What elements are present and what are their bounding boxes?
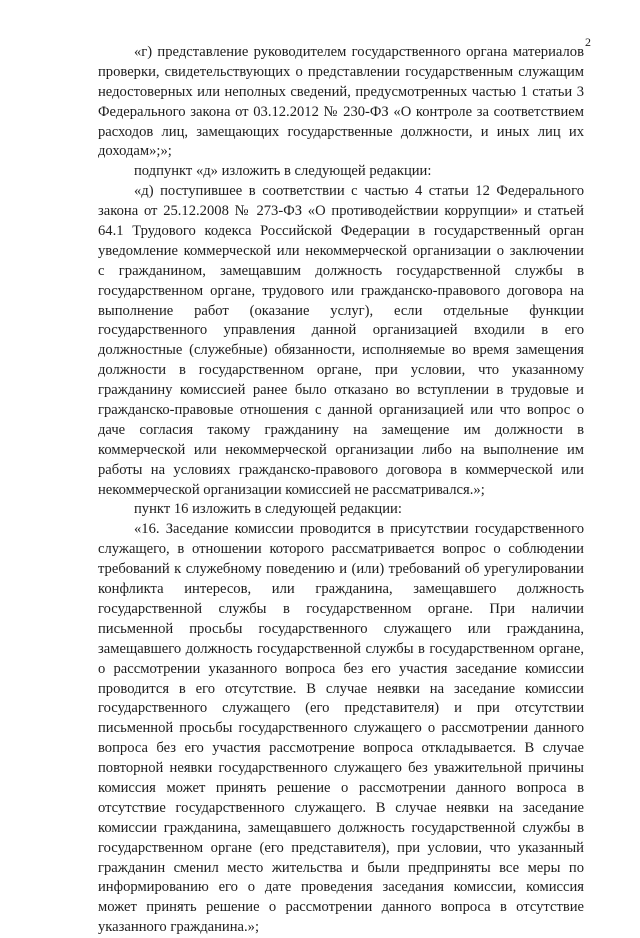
text-line: может принять решение о рассмотрении данного вопроса в отсутствие xyxy=(98,899,584,916)
text-line: гражданину комиссией ранее было отказано во вступлении в трудовые и xyxy=(98,382,584,399)
text-line: подпункт «д» изложить в следующей редакции: xyxy=(134,163,432,180)
paragraph xyxy=(98,162,584,182)
text-line: информированию его о дате проведения заседания комиссии, комиссия xyxy=(98,879,584,896)
paragraph xyxy=(98,43,584,162)
text-line: должности в государственном органе, при условии, что указанному xyxy=(98,362,584,379)
page-number: 2 xyxy=(585,35,591,49)
text-line: письменной просьбы государственного служащего или гражданина, xyxy=(98,620,584,637)
text-line: коммерческой или некоммерческой организации либо на выполнение им xyxy=(98,441,584,458)
text-line: некоммерческой организации комиссией не рассматривался.»; xyxy=(98,481,485,498)
text-line: комиссии гражданина, замещавшего должность государственной службы в xyxy=(98,819,584,836)
text-line: повторной неявки государственного служащего без уважительной причины xyxy=(98,760,584,777)
text-line: расходов лиц, замещающих государственные должности, и иных лиц их xyxy=(98,123,584,140)
text-line: Федерального закона от 03.12.2012 № 230-ФЗ «О контроле за соответствием xyxy=(98,103,584,120)
text-line: недостоверных или неполных сведений, предусмотренных частью 1 статьи 3 xyxy=(98,83,584,100)
text-line: с гражданином, замещавшим должность государственной службы в xyxy=(98,262,584,279)
text-line: закона от 25.12.2008 № 273-ФЗ «О противодействии коррупции» и статьей xyxy=(98,203,584,220)
text-line: работы на условиях гражданско-правового договора в коммерческой или xyxy=(98,461,584,478)
text-line: государственном органе (его представителя), при условии, что указанный xyxy=(98,839,584,856)
text-line: указанного гражданина.»; xyxy=(98,919,260,936)
text-line: о рассмотрении указанного вопроса без его участия заседание комиссии xyxy=(98,660,584,677)
text-line: проводится в его отсутствие. В случае неявки на заседание комиссии xyxy=(98,680,584,697)
text-line: государственном органе, трудового или гражданско-правового договора на xyxy=(98,282,584,299)
text-line: выполнение работ (оказание услуг), если отдельные функции xyxy=(98,302,584,319)
text-line: «г) представление руководителем государственного органа материалов xyxy=(134,44,584,60)
text-line: гражданин сменил место жительства и были предприняты все меры по xyxy=(98,859,584,876)
paragraph xyxy=(98,520,584,938)
text-line: конфликта интересов, или гражданина, замещавшего должность xyxy=(98,581,584,598)
document-body xyxy=(98,43,584,938)
text-line: «16. Заседание комиссии проводится в присутствии государственного xyxy=(134,521,584,538)
text-line: государственного управления данной организацией входили в его xyxy=(98,322,584,339)
text-line: «д) поступившее в соответствии с частью 4 статьи 12 Федерального xyxy=(134,183,584,200)
text-line: пункт 16 изложить в следующей редакции: xyxy=(134,501,402,518)
text-line: 64.1 Трудового кодекса Российской Федерации в государственный орган xyxy=(98,223,584,240)
text-line: требований к служебному поведению и (или) требований об урегулировании xyxy=(98,561,584,578)
text-line: должностные (служебные) обязанности, исполняемые во время замещения xyxy=(98,342,584,359)
text-line: государственного служащего (его представителя) и при отсутствии xyxy=(98,700,584,717)
text-line: доходам»;»; xyxy=(98,143,172,160)
text-line: замещавшего должность государственной службы в государственном органе, xyxy=(98,640,584,657)
paragraph xyxy=(98,500,584,520)
text-line: государственной службы в государственном органе. При наличии xyxy=(98,600,584,617)
text-line: гражданско-правовые отношения с данной организацией или что вопрос о xyxy=(98,402,584,419)
text-line: уведомление коммерческой или некоммерческой организации о заключении xyxy=(98,242,584,259)
text-line: служащего, в отношении которого рассматривается вопрос о соблюдении xyxy=(98,541,584,558)
text-line: комиссия может принять решение о рассмотрении данного вопроса в xyxy=(98,779,584,796)
text-line: отсутствие государственного служащего. В случае неявки на заседание xyxy=(98,799,584,816)
paragraph xyxy=(98,182,584,500)
text-line: письменной просьбы государственного служащего о рассмотрении данного xyxy=(98,720,584,737)
text-line: даче согласия такому гражданину на замещение им должности в xyxy=(98,421,584,438)
text-line: вопроса без его участия рассмотрение вопроса откладывается. В случае xyxy=(98,740,584,757)
text-line: проверки, свидетельствующих о представлении государственным служащим xyxy=(98,63,584,80)
